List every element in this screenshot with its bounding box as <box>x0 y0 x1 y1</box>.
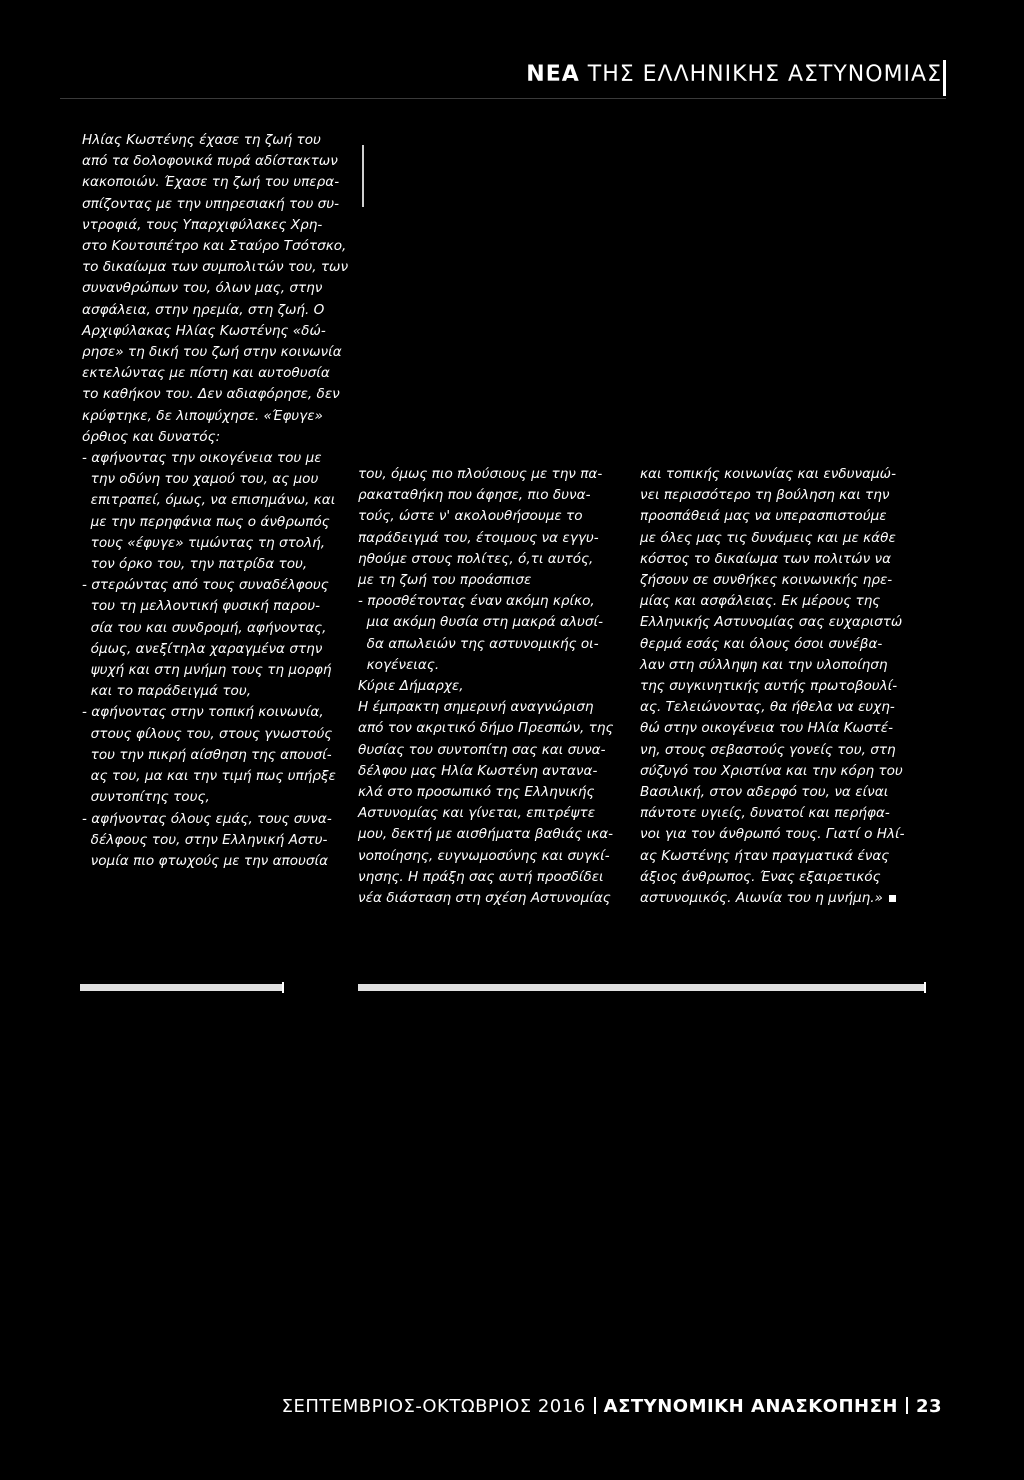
article-line: παράδειγμά του, έτοιμους να εγγυ- <box>358 529 599 546</box>
article-line: πάντοτε υγιείς, δυνατοί και περήφα- <box>640 805 890 822</box>
article-line: νοποίησης, ευγνωμοσύνης και συγκί- <box>358 847 610 864</box>
article-line: μίας και ασφάλειας. Εκ μέρους της <box>640 593 881 610</box>
article-line: ζήσουν σε συνθήκες κοινωνικής ηρε- <box>640 572 893 589</box>
article-line: ας του, μα και την τιμή πως υπήρξε <box>82 768 336 785</box>
article-line: του τη μελλοντική φυσική παρου- <box>82 598 321 615</box>
column-mark <box>362 145 364 207</box>
article-line: προσπάθειά μας να υπερασπιστούμε <box>640 508 887 525</box>
article-line: από τον ακριτικό δήμο Πρεσπών, της <box>358 720 614 737</box>
article-line: - αφήνοντας την οικογένεια του με <box>82 450 322 467</box>
article-line: Ηλίας Κωστένης έχασε τη ζωή του <box>82 132 321 148</box>
article-line: εκτελώντας με πίστη και αυτοθυσία <box>82 365 330 382</box>
article-line: επιτραπεί, όμως, να επισημάνω, και <box>82 492 336 509</box>
article-line: και το παράδειγμά του, <box>82 683 252 700</box>
header-divider-bar <box>943 60 946 96</box>
article-column-2 <box>358 464 613 909</box>
article-line: ασφάλεια, στην ηρεμία, στη ζωή. Ο <box>82 301 325 318</box>
article-line: θυσίας του συντοπίτη σας και συνα- <box>358 741 606 758</box>
article-line: Βασιλική, στον αδερφό του, να είναι <box>640 784 889 801</box>
article-line: ρακαταθήκη που άφησε, πιο δυνα- <box>358 487 591 504</box>
running-header <box>526 62 942 87</box>
article-line: κλά στο προσωπικό της Ελληνικής <box>358 784 595 801</box>
footer-separator <box>594 1397 596 1414</box>
article-line: ηθούμε στους πολίτες, ό,τι αυτός, <box>358 550 594 567</box>
article-line: θερμά εσάς και όλους όσοι συνέβα- <box>640 635 883 652</box>
divider-bar-right-edge <box>924 982 926 993</box>
article-line: όρθιος και δυνατός: <box>82 428 221 445</box>
article-line: κόστος το δικαίωμα των πολιτών να <box>640 550 892 567</box>
divider-bar-right <box>358 984 924 991</box>
divider-bar-left-edge <box>282 982 284 993</box>
article-line: νοι για τον άνθρωπό τους. Γιατί ο Ηλί- <box>640 826 905 843</box>
article-line: μια ακόμη θυσία στη μακρά αλυσί- <box>358 614 603 631</box>
article-line: ας. Τελειώνοντας, θα ήθελα να ευχη- <box>640 699 895 716</box>
article-line: Κύριε Δήμαρχε, <box>358 678 464 695</box>
article-line: - στερώντας από τους συναδέλφους <box>82 577 329 594</box>
footer-issue: ΣΕΠΤΕΜΒΡΙΟΣ-ΟΚΤΩΒΡΙΟΣ 2016 <box>281 1396 586 1417</box>
article-line: θώ στην οικογένεια του Ηλία Κωστέ- <box>640 720 893 737</box>
article-line: στους φίλους του, στους γνωστούς <box>82 725 333 742</box>
article-column-3 <box>640 464 905 909</box>
header-rule <box>60 98 946 99</box>
header-title-bold: ΝΕΑ <box>526 62 580 87</box>
header-title-rest: ΤΗΣ ΕΛΛΗΝΙΚΗΣ ΑΣΤΥΝΟΜΙΑΣ <box>587 62 942 87</box>
article-line: του την πικρή αίσθηση της απουσί- <box>82 746 332 763</box>
article-line: σία του και συνδρομή, αφήνοντας, <box>82 619 327 636</box>
article-line: μου, δεκτή με αισθήματα βαθιάς ικα- <box>358 826 614 843</box>
article-line: - προσθέτοντας έναν ακόμη κρίκο, <box>358 593 595 610</box>
article-line: ας Κωστένης ήταν πραγματικά ένας <box>640 847 890 864</box>
article-column-1 <box>82 130 348 872</box>
article-line: - αφήνοντας στην τοπική κοινωνία, <box>82 704 324 721</box>
article-line: από τα δολοφονικά πυρά αδίστακτων <box>82 153 338 170</box>
article-line: Η έμπρακτη σημερινή αναγνώριση <box>358 699 594 716</box>
article-line: συντοπίτης τους, <box>82 789 210 806</box>
article-line: Αρχιφύλακας Ηλίας Κωστένης «δώ- <box>82 322 326 339</box>
article-line: την οδύνη του χαμού του, ας μου <box>82 471 319 488</box>
article-line: κογένειας. <box>358 656 440 673</box>
footer-separator <box>906 1397 908 1414</box>
article-line: δέλφους του, στην Ελληνική Αστυ- <box>82 831 328 848</box>
page-number: 23 <box>915 1396 942 1417</box>
article-line: κακοποιών. Έχασε τη ζωή του υπερα- <box>82 174 340 191</box>
article-line: δα απωλειών της αστυνομικής οι- <box>358 635 599 652</box>
article-line: και τοπικής κοινωνίας και ενδυναμώ- <box>640 466 896 482</box>
article-line: ρησε» τη δική του ζωή στην κοινωνία <box>82 344 342 361</box>
article-line: συνανθρώπων του, όλων μας, στην <box>82 280 323 297</box>
article-line: νομία πιο φτωχούς με την απουσία <box>82 852 329 869</box>
article-line: όμως, ανεξίτηλα χαραγμένα στην <box>82 640 323 657</box>
article-line: της συγκινητικής αυτής πρωτοβουλί- <box>640 678 898 695</box>
article-line: τον όρκο του, την πατρίδα του, <box>82 556 308 573</box>
article-line: δέλφου μας Ηλία Κωστένη αντανα- <box>358 762 598 779</box>
article-line: ντροφιά, τους Υπαρχιφύλακες Χρη- <box>82 216 323 233</box>
article-line: σύζυγό του Χριστίνα και την κόρη του <box>640 762 903 779</box>
article-line: σπίζοντας με την υπηρεσιακή του συ- <box>82 195 340 212</box>
article-line: του, όμως πιο πλούσιους με την πα- <box>358 466 603 482</box>
article-line: νησης. Η πράξη σας αυτή προσδίδει <box>358 868 604 885</box>
article-line: άξιος άνθρωπος. Ένας εξαιρετικός <box>640 868 881 885</box>
article-line: νέα διάσταση στη σχέση Αστυνομίας <box>358 890 611 907</box>
article-line: με τη ζωή του προάσπισε <box>358 572 532 589</box>
article-line: τους «έφυγε» τιμώντας τη στολή, <box>82 534 326 551</box>
article-line: νει περισσότερο τη βούληση και την <box>640 487 890 504</box>
article-line: κρύφτηκε, δε λιποψύχησε. «Έφυγε» <box>82 407 323 424</box>
article-line: με όλες μας τις δυνάμεις και με κάθε <box>640 529 896 546</box>
article-line: Ελληνικής Αστυνομίας σας ευχαριστώ <box>640 614 903 631</box>
page-footer <box>282 1396 942 1417</box>
article-line: το δικαίωμα των συμπολιτών του, των <box>82 259 349 276</box>
divider-bar-left <box>80 984 284 991</box>
article-line: με την περηφάνια πως ο άνθρωπός <box>82 513 330 530</box>
article-line: - αφήνοντας όλους εμάς, τους συνα- <box>82 810 332 827</box>
article-line: στο Κουτσιπέτρο και Σταύρο Τσότσκο, <box>82 238 347 255</box>
article-line: νη, στους σεβαστούς γονείς του, στη <box>640 741 896 758</box>
article-line: τούς, ώστε ν' ακολουθήσουμε το <box>358 508 583 525</box>
article-line: λαν στη σύλληψη και την υλοποίηση <box>640 656 888 673</box>
footer-magazine: ΑΣΤΥΝΟΜΙΚΗ ΑΝΑΣΚΟΠΗΣΗ <box>603 1396 898 1417</box>
end-of-article-mark <box>889 895 896 902</box>
article-line: το καθήκον του. Δεν αδιαφόρησε, δεν <box>82 386 340 403</box>
article-line: αστυνομικός. Αιωνία του η μνήμη.» <box>640 888 905 909</box>
article-line: ψυχή και στη μνήμη τους τη μορφή <box>82 662 332 679</box>
article-line: Αστυνομίας και γίνεται, επιτρέψτε <box>358 805 596 822</box>
